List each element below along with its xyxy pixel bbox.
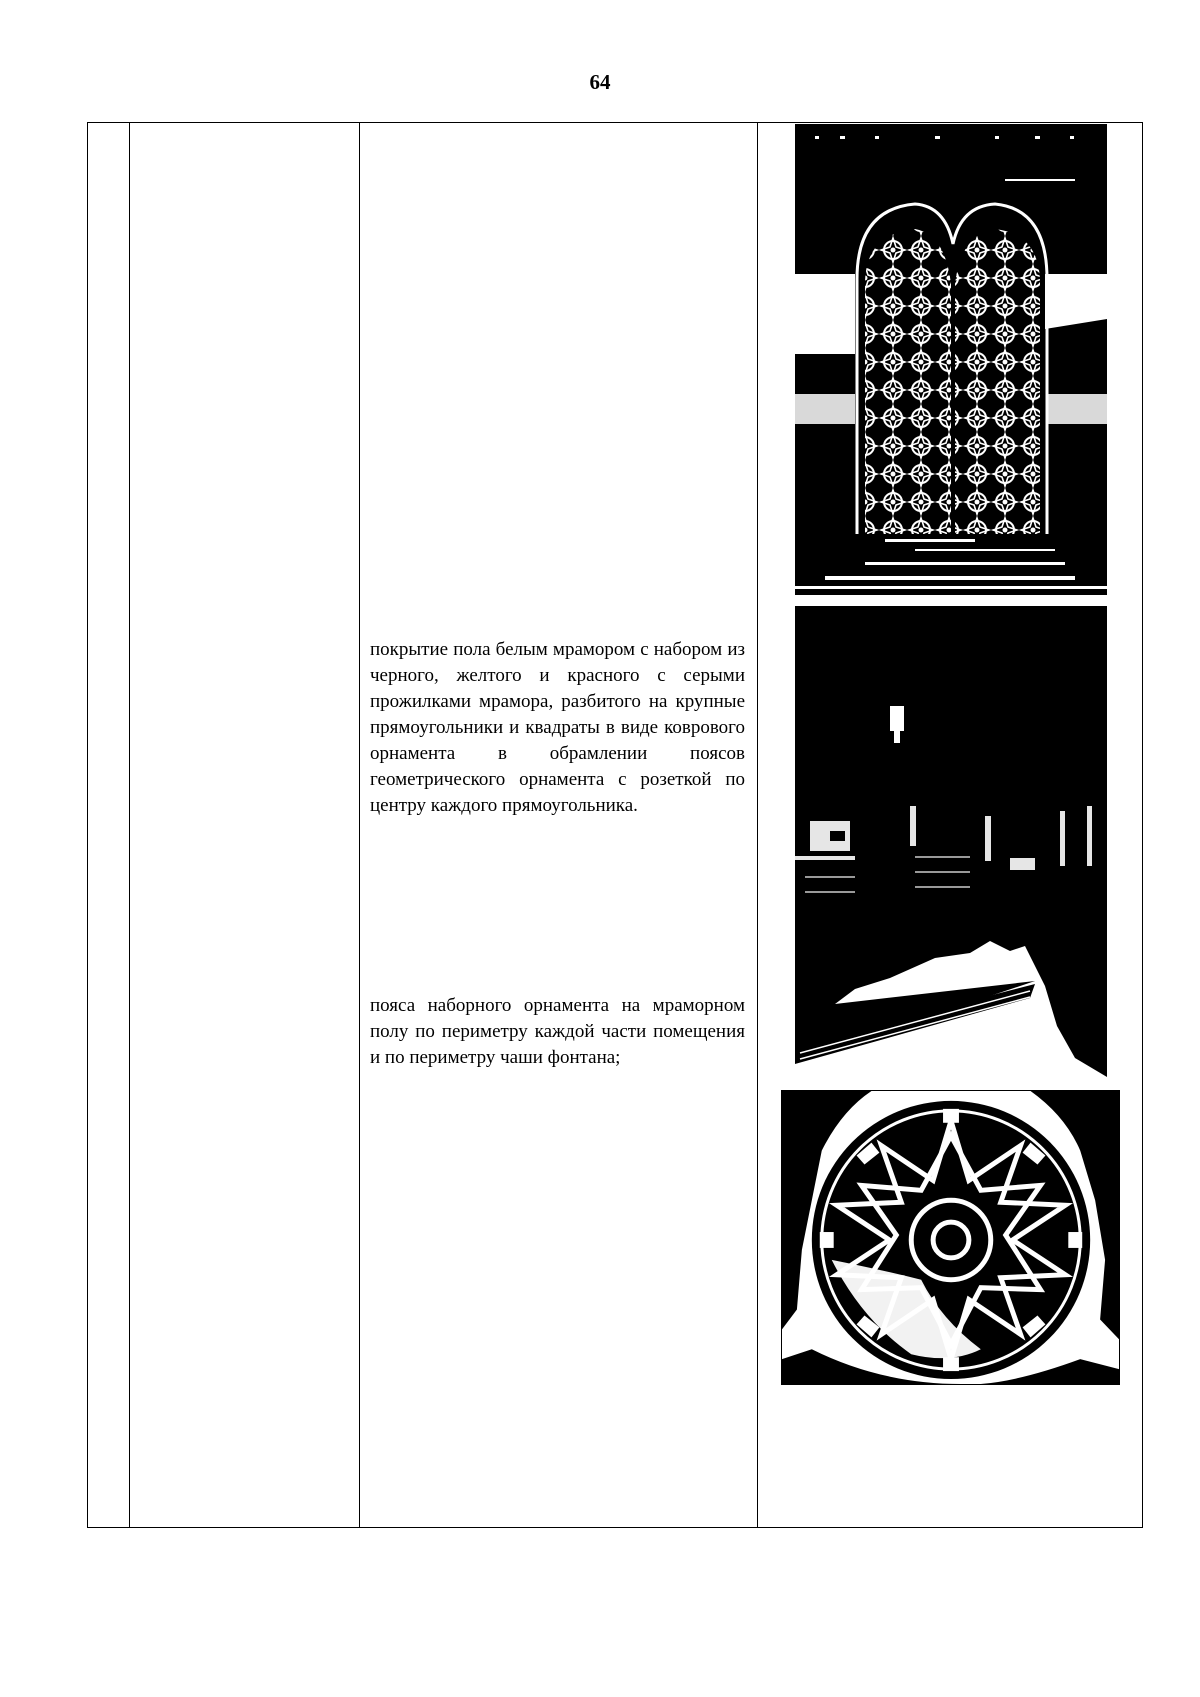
rosette-ornament-photo bbox=[781, 1090, 1120, 1385]
table-column-divider bbox=[359, 123, 360, 1527]
hall-interior-fountain-icon bbox=[795, 606, 1107, 1077]
arched-window-lattice-icon bbox=[795, 124, 1107, 595]
hall-interior-fountain-photo bbox=[795, 606, 1107, 1077]
table-column-divider bbox=[757, 123, 758, 1527]
arched-window-lattice-photo bbox=[795, 124, 1107, 595]
rosette-ornament-icon bbox=[782, 1091, 1119, 1384]
page-number: 64 bbox=[589, 70, 611, 94]
ornament-belts-description: пояса наборного орнамента на мраморном полу по периметру каждой части помещения и по периметру чаши фонтана; bbox=[370, 995, 745, 1068]
table-column-divider bbox=[129, 123, 130, 1527]
floor-covering-description: покрытие пола белым мрамором с набором из черного, желтого и красного с серыми прожилками мрамора, разбитого на крупные прямоугольники и квадраты в виде коврового орнамента в обрамлении поясов геометрического орнамента с розеткой по центру каждого прямоугольника. bbox=[370, 639, 745, 816]
